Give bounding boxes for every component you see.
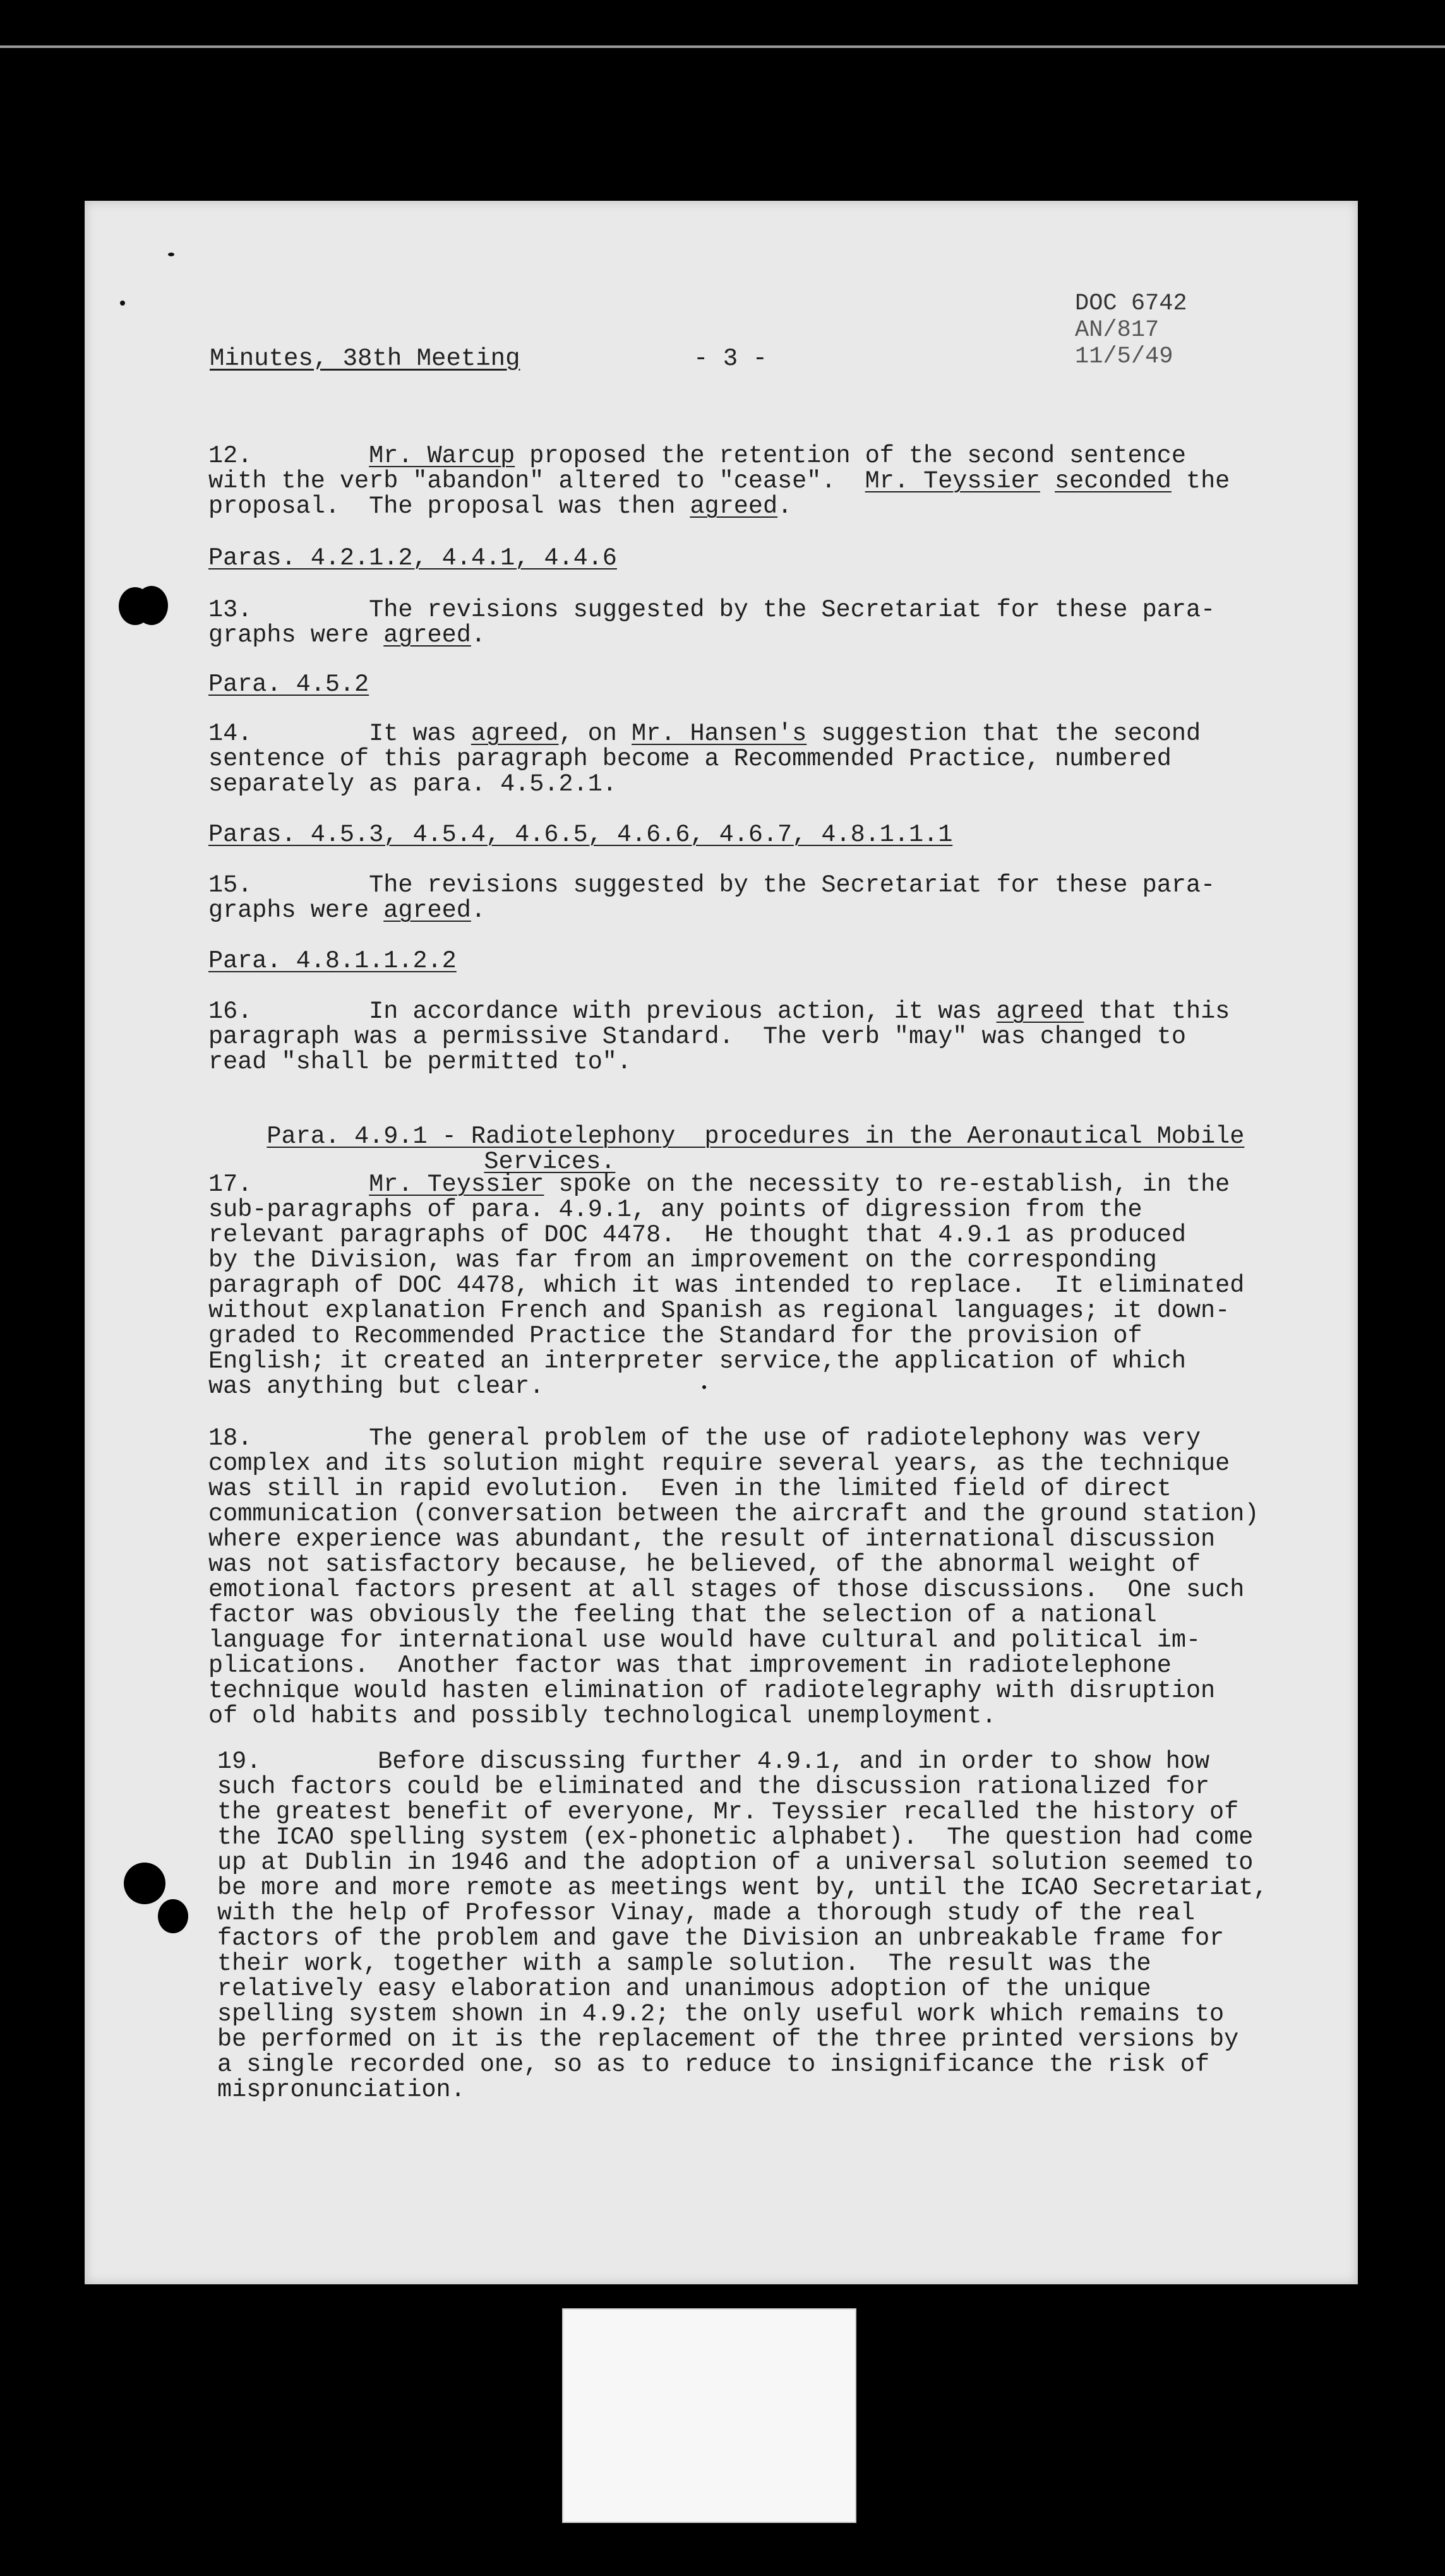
para-line: emotional factors present at all stages of those discussions. One such: [208, 1576, 1245, 1604]
scan-speck: [168, 253, 174, 256]
para-line: 18. The general problem of the use of radiotelephony was very: [208, 1424, 1201, 1452]
para-line: spelling system shown in 4.9.2; the only useful work which remains to: [217, 2000, 1225, 2028]
para-text: spoke on the necessity to re-establish, in the: [544, 1171, 1230, 1198]
paragraph-16: [208, 999, 1358, 1075]
para-text: suggestion that the second: [806, 720, 1201, 748]
para-text: that this: [1084, 998, 1230, 1025]
doc-ref-line: DOC 6742: [1075, 290, 1187, 317]
para-text: 16. In accordance with previous action, it was: [208, 998, 997, 1025]
running-title: Minutes, 38th Meeting: [210, 345, 520, 373]
para-line: read "shall be permitted to".: [208, 1048, 632, 1076]
heading-line: Para. 4.9.1 - Radiotelephony procedures in the Aeronautical Mobile: [267, 1123, 1245, 1150]
para-line: relatively easy elaboration and unanimous adoption of the unique: [217, 1975, 1151, 2003]
action-word: agreed: [690, 492, 778, 520]
para-text: 14. It was: [208, 720, 471, 748]
page-number: - 3 -: [693, 345, 768, 373]
action-word: agreed: [383, 897, 471, 924]
para-text: proposed the retention of the second sentence: [515, 442, 1186, 470]
para-line: graded to Recommended Practice the Standard for the provision of: [208, 1322, 1142, 1350]
film-leader-label: [562, 2308, 856, 2523]
action-word: agreed: [996, 998, 1084, 1025]
para-text: 12.: [208, 442, 369, 470]
para-line: paragraph was a permissive Standard. The verb "may" was changed to: [208, 1023, 1186, 1051]
punch-hole: [158, 1899, 188, 1933]
paragraph-18: [208, 1426, 1358, 1729]
para-line: 15. The revisions suggested by the Secretariat for these para-: [208, 871, 1216, 899]
para-text: graphs were: [208, 897, 384, 924]
para-text: .: [777, 492, 793, 520]
speaker-name: Mr. Teyssier: [369, 1171, 544, 1198]
punch-hole: [135, 586, 168, 625]
speaker-name: Mr. Teyssier: [865, 467, 1040, 495]
paragraph-19: [217, 1749, 1367, 2102]
para-line: the ICAO spelling system (ex-phonetic alphabet). The question had come: [217, 1823, 1254, 1851]
para-line: was anything but clear.: [208, 1373, 544, 1400]
para-line: without explanation French and Spanish as regional languages; it down-: [208, 1297, 1230, 1325]
para-line: of old habits and possibly technological unemployment.: [208, 1702, 997, 1730]
speaker-name: Mr. Hansen's: [632, 720, 807, 748]
action-word: seconded: [1055, 467, 1172, 495]
para-line: plications. Another factor was that improvement in radiotelephone: [208, 1652, 1172, 1679]
document-page: [85, 201, 1358, 2284]
action-word: agreed: [383, 621, 471, 649]
para-line: complex and its solution might require several years, as the technique: [208, 1450, 1230, 1477]
para-text: , on: [558, 720, 632, 748]
action-word: agreed: [471, 720, 559, 748]
para-line: was not satisfactory because, he believed, of the abnormal weight of: [208, 1551, 1201, 1578]
section-heading: Para. 4.5.2: [208, 671, 369, 698]
para-line: 19. Before discussing further 4.9.1, and in order to show how: [217, 1748, 1210, 1775]
paragraph-15: [208, 873, 1358, 923]
para-line: a single recorded one, so as to reduce to insignificance the risk of: [217, 2051, 1210, 2078]
para-line: relevant paragraphs of DOC 4478. He thought that 4.9.1 as produced: [208, 1221, 1186, 1249]
section-heading: Para. 4.8.1.1.2.2: [208, 947, 457, 975]
paragraph-17: [208, 1172, 1358, 1399]
para-line: was still in rapid evolution. Even in the limited field of direct: [208, 1475, 1172, 1503]
para-line: mispronunciation.: [217, 2076, 465, 2104]
para-line: 13. The revisions suggested by the Secretariat for these para-: [208, 596, 1216, 624]
para-line: their work, together with a sample solution. The result was the: [217, 1950, 1151, 1977]
para-line: the greatest benefit of everyone, Mr. Teyssier recalled the history of: [217, 1798, 1239, 1826]
para-text: proposal. The proposal was then: [208, 492, 690, 520]
doc-ref-line: 11/5/49: [1075, 343, 1173, 370]
speaker-name: Mr. Warcup: [369, 442, 515, 470]
section-heading: [208, 1099, 1244, 1174]
punch-hole: [124, 1863, 165, 1904]
para-line: where experience was abundant, the result of international discussion: [208, 1525, 1216, 1553]
para-line: be performed on it is the replacement of the three printed versions by: [217, 2025, 1239, 2053]
paragraph-13: [208, 597, 1358, 648]
paragraph-14: [208, 721, 1358, 797]
doc-ref-line: AN/817: [1075, 317, 1160, 343]
para-text: graphs were: [208, 621, 384, 649]
para-text: the: [1171, 467, 1230, 495]
para-text: .: [471, 897, 486, 924]
paragraph-12: [208, 443, 1358, 519]
para-line: with the help of Professor Vinay, made a thorough study of the real: [217, 1899, 1195, 1927]
para-text: [1040, 467, 1055, 495]
para-line: factors of the problem and gave the Division an unbreakable frame for: [217, 1924, 1225, 1952]
para-text: with the verb "abandon" altered to "cease".: [208, 467, 865, 495]
para-line: paragraph of DOC 4478, which it was intended to replace. It eliminated: [208, 1272, 1245, 1299]
document-reference: [1075, 290, 1187, 370]
para-line: factor was obviously the feeling that the selection of a national: [208, 1601, 1157, 1629]
heading-line: Services.: [484, 1148, 616, 1176]
section-heading: Paras. 4.5.3, 4.5.4, 4.6.5, 4.6.6, 4.6.7, 4.8.1.1.1: [208, 821, 953, 849]
para-line: language for international use would have cultural and political im-: [208, 1626, 1201, 1654]
section-heading: Paras. 4.2.1.2, 4.4.1, 4.4.6: [208, 544, 617, 572]
para-line: up at Dublin in 1946 and the adoption of a universal solution seemed to: [217, 1849, 1254, 1876]
para-line: by the Division, was far from an improvement on the corresponding: [208, 1246, 1157, 1274]
para-line: sentence of this paragraph become a Recommended Practice, numbered: [208, 745, 1172, 773]
para-line: English; it created an interpreter service,the application of which: [208, 1347, 1186, 1375]
para-line: such factors could be eliminated and the discussion rationalized for: [217, 1773, 1210, 1801]
para-line: sub-paragraphs of para. 4.9.1, any points of digression from the: [208, 1196, 1142, 1224]
para-line: separately as para. 4.5.2.1.: [208, 770, 617, 798]
para-text: .: [471, 621, 486, 649]
para-line: technique would hasten elimination of radiotelegraphy with disruption: [208, 1677, 1216, 1705]
scan-speck: [702, 1385, 706, 1389]
para-text: 17.: [208, 1171, 369, 1198]
para-line: be more and more remote as meetings went by, until the ICAO Secretariat,: [217, 1874, 1268, 1902]
para-line: communication (conversation between the aircraft and the ground station): [208, 1500, 1259, 1528]
film-edge-rule: [0, 45, 1445, 48]
scan-speck: [120, 301, 125, 306]
